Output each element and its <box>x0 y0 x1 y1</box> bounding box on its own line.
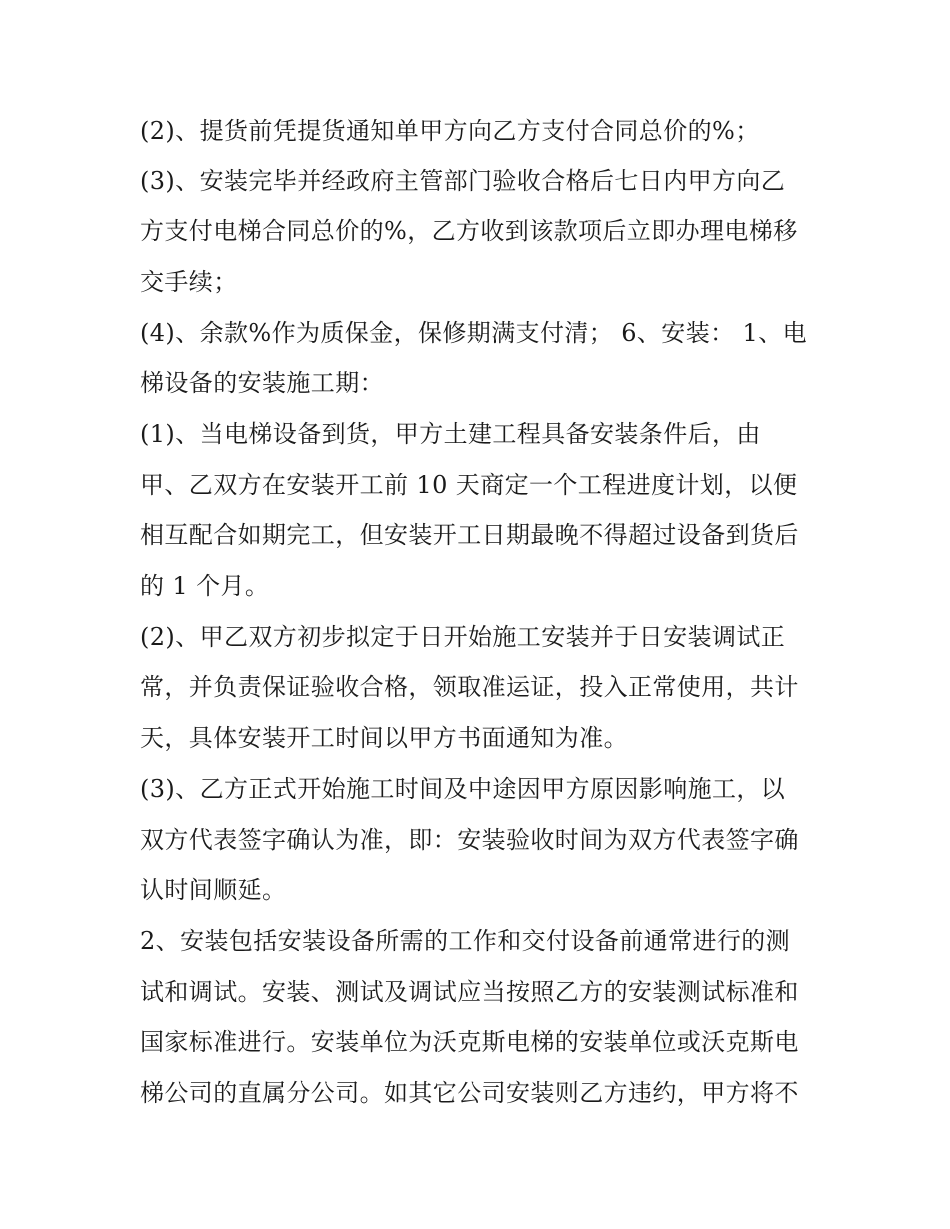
text-line: 相互配合如期完工，但安装开工日期最晚不得超过设备到货后 <box>140 521 799 549</box>
text-line: 交手续； <box>140 268 238 296</box>
text-line: 天，具体安装开工时间以甲方书面通知为准。 <box>140 724 628 752</box>
text-line: 试和调试。安装、测试及调试应当按照乙方的安装测试标准和 <box>140 978 799 1006</box>
text-line: 2、安装包括安装设备所需的工作和交付设备前通常进行的测 <box>140 927 791 955</box>
text-line: 甲、乙双方在安装开工前 10 天商定一个工程进度计划，以便 <box>140 471 798 499</box>
text-line: (2)、提货前凭提货通知单甲方向乙方支付合同总价的%； <box>140 117 760 145</box>
text-line: (3)、乙方正式开始施工时间及中途因甲方原因影响施工，以 <box>140 775 786 803</box>
text-line: (1)、当电梯设备到货，甲方土建工程具备安装条件后，由 <box>140 420 761 448</box>
text-line: 国家标准进行。安装单位为沃克斯电梯的安装单位或沃克斯电 <box>140 1028 799 1056</box>
text-line: 梯设备的安装施工期： <box>140 369 384 397</box>
text-line: 双方代表签字确认为准，即：安装验收时间为双方代表签字确 <box>140 826 799 854</box>
text-line: 常，并负责保证验收合格，领取准运证，投入正常使用，共计 <box>140 673 799 701</box>
text-line: 方支付电梯合同总价的%，乙方收到该款项后立即办理电梯移 <box>140 217 798 245</box>
text-line: (4)、余款%作为质保金，保修期满支付清； 6、安装： 1、电 <box>140 319 807 347</box>
text-line: 认时间顺延。 <box>140 876 287 904</box>
text-line: (2)、甲乙双方初步拟定于日开始施工安装并于日安装调试正 <box>140 623 786 651</box>
text-line: (3)、安装完毕并经政府主管部门验收合格后七日内甲方向乙 <box>140 167 786 195</box>
text-line: 梯公司的直属分公司。如其它公司安装则乙方违约，甲方将不 <box>140 1079 799 1107</box>
text-line: 的 1 个月。 <box>140 572 270 600</box>
